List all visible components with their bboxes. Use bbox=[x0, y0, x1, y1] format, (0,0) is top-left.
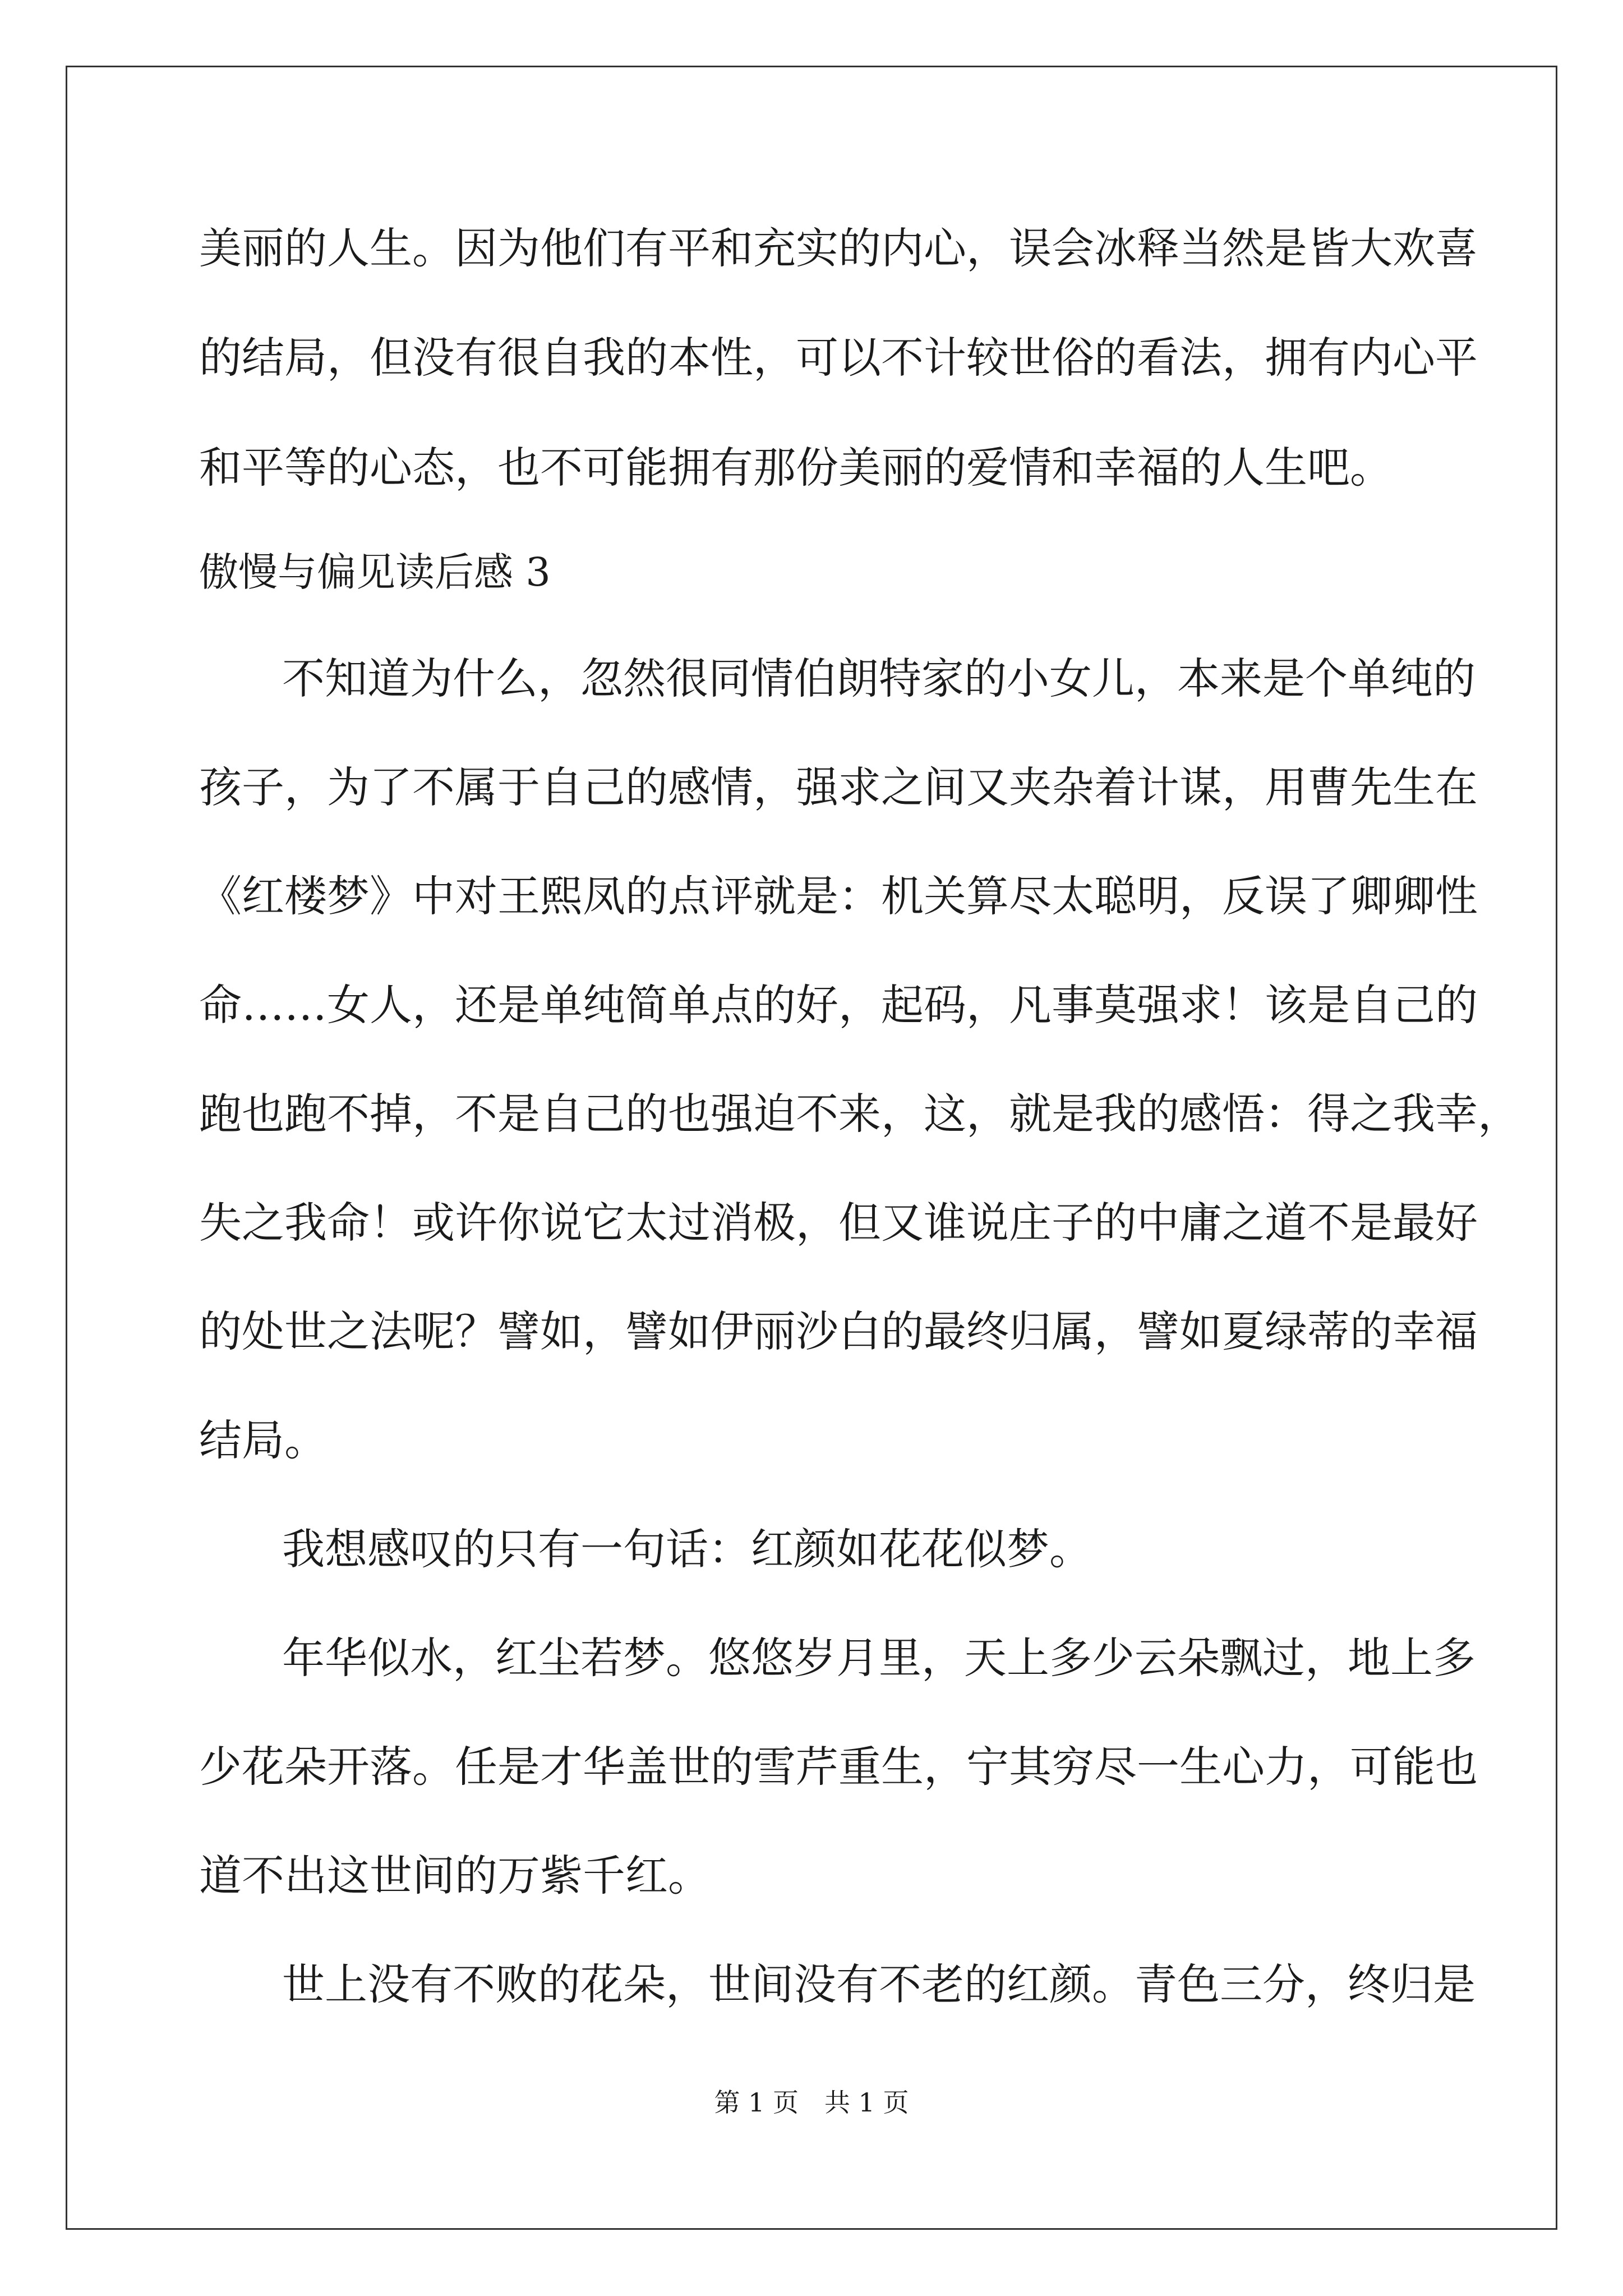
paragraph-line: 失之我命！或许你说它太过消极，但又谁说庄子的中庸之道不是最好 bbox=[199, 1198, 1478, 1248]
paragraph-line: 世上没有不败的花朵，世间没有不老的红颜。青色三分，终归是 bbox=[282, 1959, 1476, 2009]
paragraph-line: 跑也跑不掉，不是自己的也强迫不来，这，就是我的感悟：得之我幸， bbox=[199, 1089, 1520, 1139]
paragraph-line: 孩子，为了不属于自己的感情，强求之间又夹杂着计谋，用曹先生在 bbox=[199, 762, 1478, 812]
section-heading: 傲慢与偏见读后感 3 bbox=[199, 549, 551, 595]
page-frame bbox=[66, 66, 1557, 2230]
paragraph-line: 命……女人，还是单纯简单点的好，起码，凡事莫强求！该是自己的 bbox=[199, 980, 1478, 1030]
paragraph-line: 道不出这世间的万紫千红。 bbox=[199, 1851, 711, 1901]
paragraph-line: 不知道为什么，忽然很同情伯朗特家的小女儿，本来是个单纯的 bbox=[282, 654, 1476, 703]
paragraph-line: 年华似水，红尘若梦。悠悠岁月里，天上多少云朵飘过，地上多 bbox=[282, 1633, 1476, 1683]
text-line: 美丽的人生。因为他们有平和充实的内心，误会冰释当然是皆大欢喜 bbox=[199, 223, 1478, 273]
paragraph-line: 结局。 bbox=[199, 1415, 327, 1465]
text-line: 的结局，但没有很自我的本性，可以不计较世俗的看法，拥有内心平 bbox=[199, 333, 1478, 383]
text-line: 和平等的心态，也不可能拥有那份美丽的爱情和幸福的人生吧。 bbox=[199, 443, 1393, 493]
page-footer: 第 1 页 共 1 页 bbox=[714, 2087, 909, 2118]
paragraph-line: 少花朵开落。任是才华盖世的雪芹重生，宁其穷尽一生心力，可能也 bbox=[199, 1742, 1478, 1792]
paragraph-line: 《红楼梦》中对王熙凤的点评就是：机关算尽太聪明，反误了卿卿性 bbox=[199, 871, 1478, 921]
paragraph-line: 我想感叹的只有一句话：红颜如花花似梦。 bbox=[282, 1524, 1092, 1574]
paragraph-line: 的处世之法呢？譬如，譬如伊丽沙白的最终归属，譬如夏绿蒂的幸福 bbox=[199, 1306, 1478, 1356]
